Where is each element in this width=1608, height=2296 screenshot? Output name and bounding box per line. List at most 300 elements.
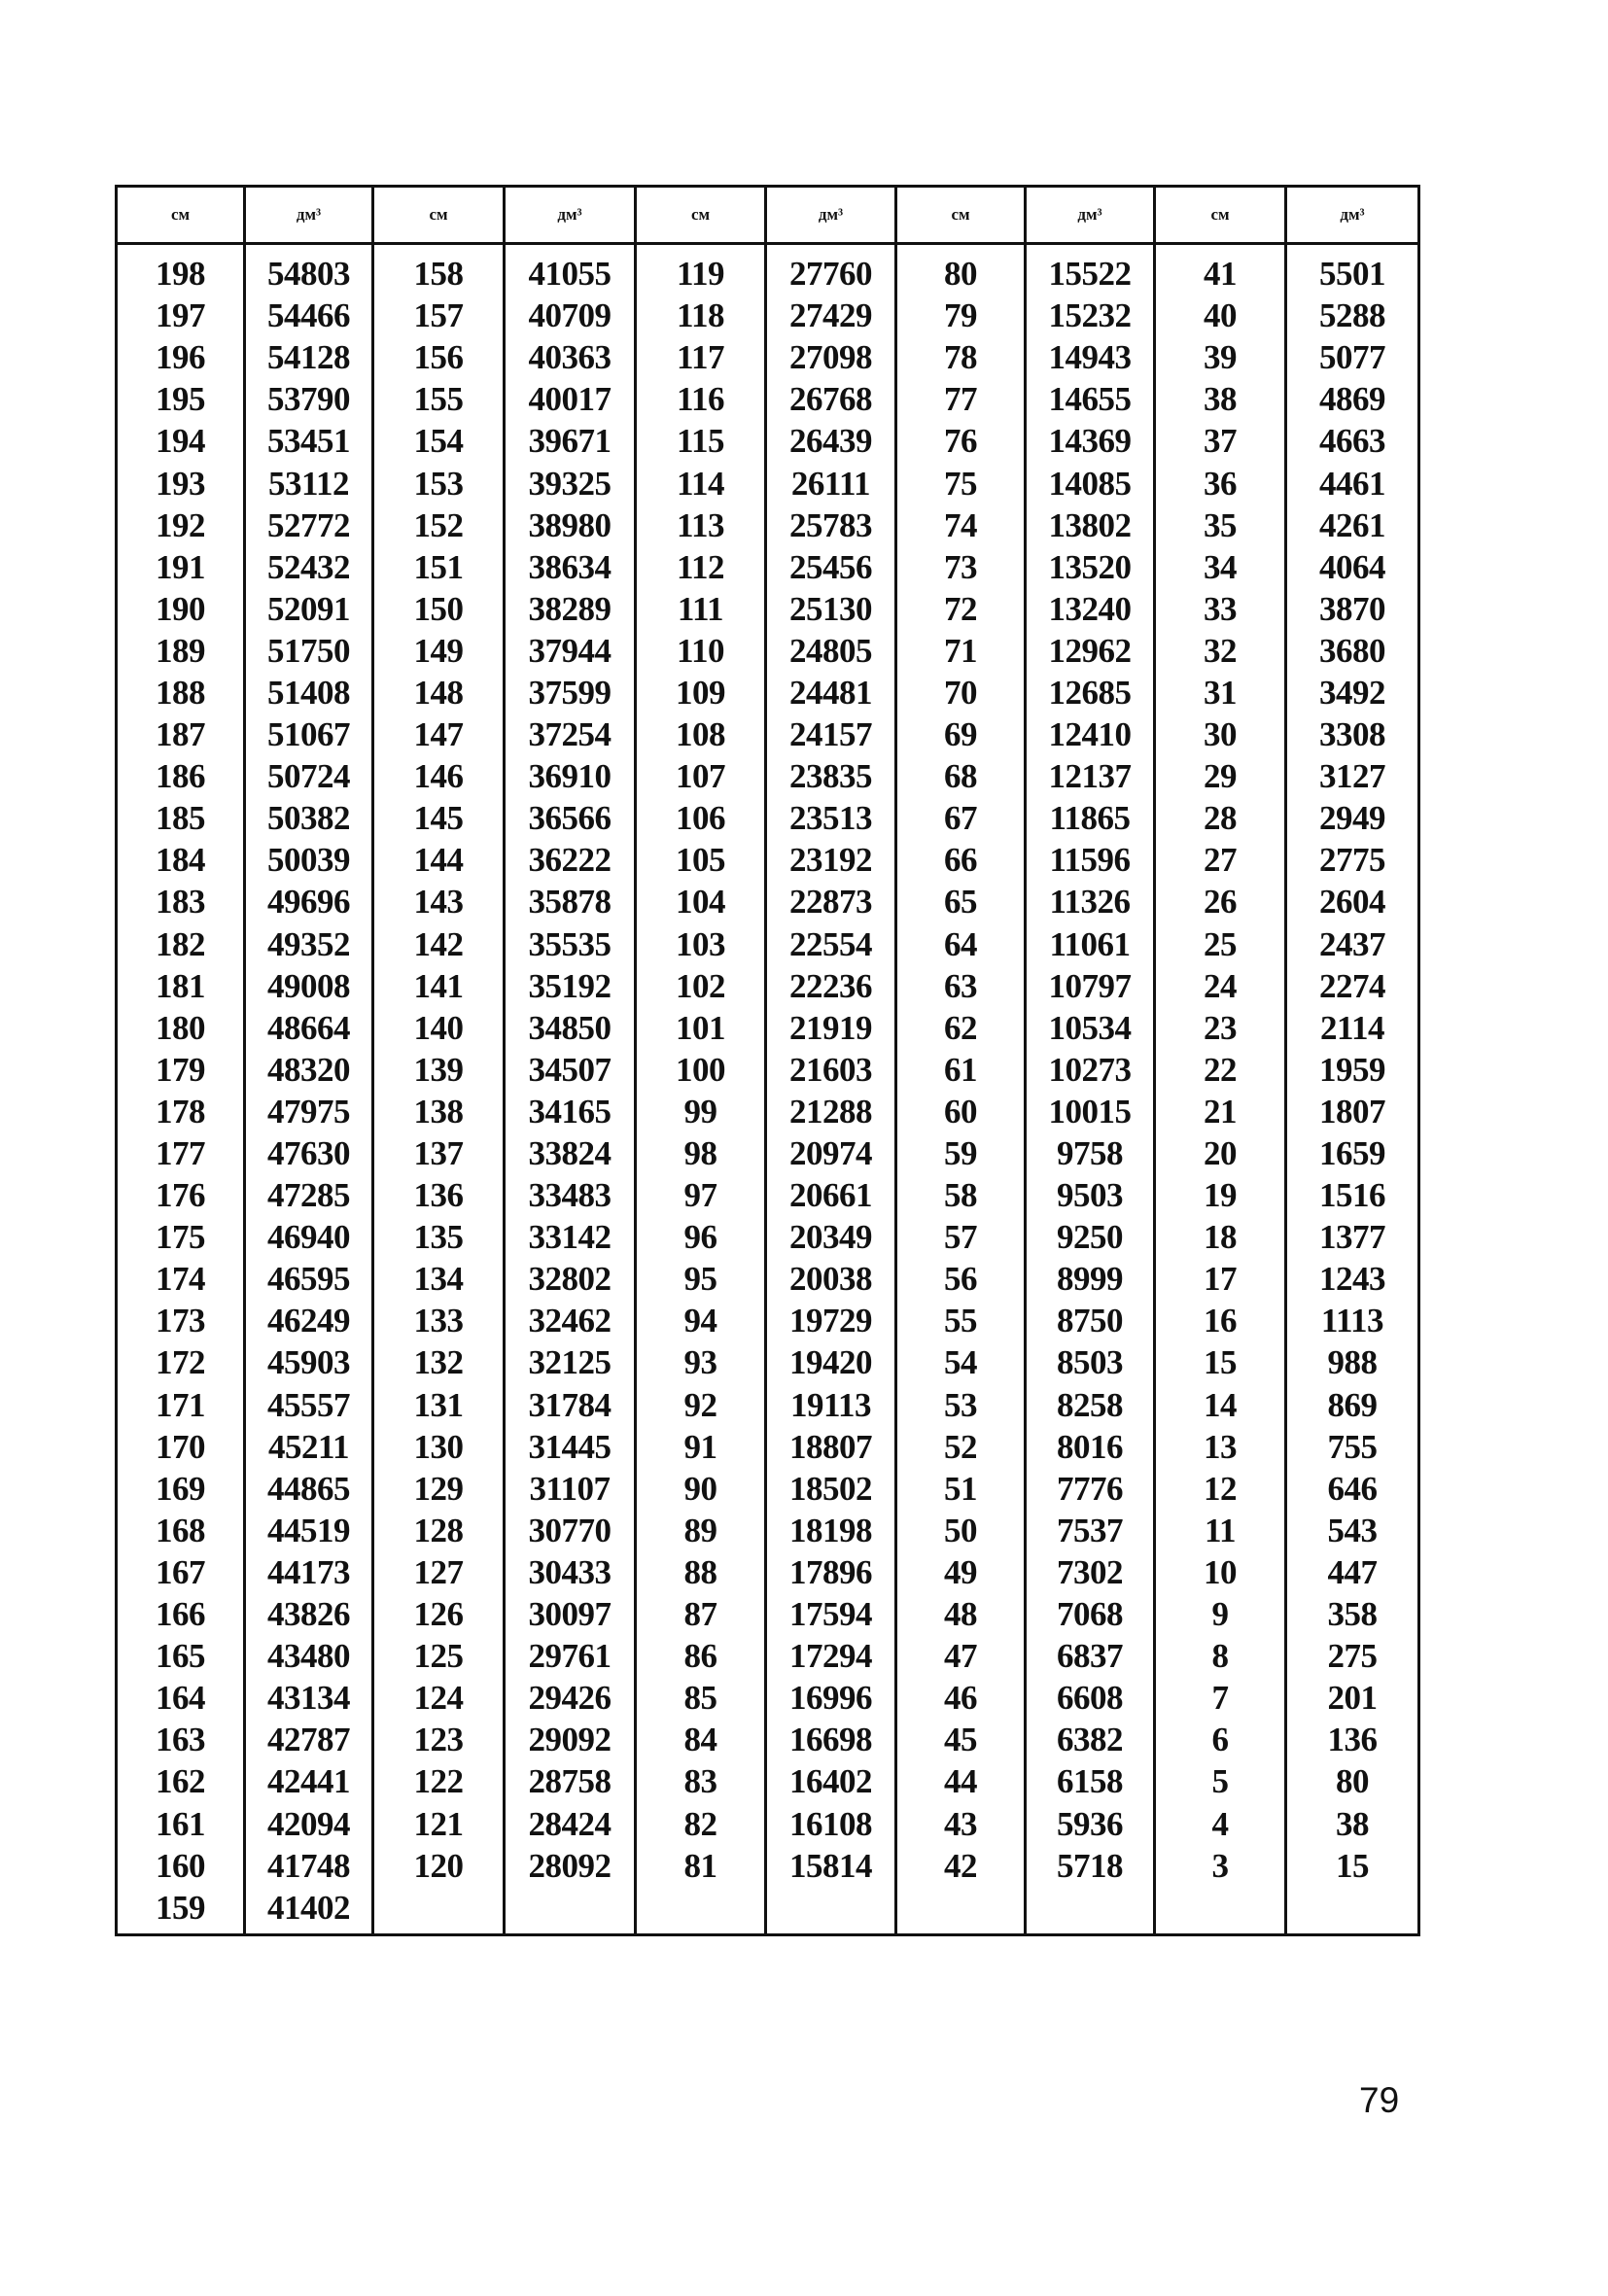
volume-cell: 1377 [1319,1218,1385,1257]
volume-cell: 543 [1327,1511,1378,1549]
height-cell: 95 [636,1258,766,1300]
table-row [117,1341,1419,1383]
height-cell: 110 [636,630,766,672]
volume-cell: 19729 [766,1300,896,1341]
volume-cell: 3870 [1319,589,1385,628]
height-cell: 59 [896,1132,1026,1174]
volume-cell: 15814 [766,1845,896,1887]
height-cell: 172 [117,1341,245,1383]
volume-cell: 49008 [245,965,373,1007]
volume-cell: 1113 [1320,1302,1384,1340]
height-cell: 60 [896,1091,1026,1132]
volume-cell: 9250 [1026,1216,1155,1258]
height-cell: 61 [896,1049,1026,1091]
volume-cell: 10273 [1026,1049,1155,1091]
height-cell: 69 [896,713,1026,755]
volume-cell: 9758 [1026,1132,1155,1174]
height-cell: 116 [636,378,766,420]
height-cell: 12 [1155,1468,1286,1510]
height-cell: 135 [373,1216,505,1258]
table-row [117,1174,1419,1216]
height-cell: 90 [636,1468,766,1510]
height-cell: 119 [636,244,766,296]
height-cell: 32 [1155,630,1286,672]
height-cell: 29 [1155,755,1286,797]
height-cell: 184 [117,839,245,881]
height-cell: 76 [896,420,1026,462]
volume-cell: 42094 [245,1802,373,1844]
table-row [117,1132,1419,1174]
height-cell: 67 [896,797,1026,839]
volume-cell: 39325 [505,462,636,504]
height-cell: 73 [896,546,1026,588]
volume-cell: 40709 [505,295,636,336]
table-row [117,462,1419,504]
height-cell: 62 [896,1007,1026,1049]
height-cell: 28 [1155,797,1286,839]
height-cell: 3 [1155,1845,1286,1887]
table-row [117,713,1419,755]
height-cell: 34 [1155,546,1286,588]
volume-cell: 25783 [766,504,896,546]
table-row [117,1845,1419,1887]
height-cell: 171 [117,1384,245,1426]
volume-cell: 35878 [505,881,636,922]
volume-cell: 23192 [766,839,896,881]
height-cell: 183 [117,881,245,922]
volume-cell: 24481 [766,672,896,713]
table-row [117,923,1419,965]
volume-cell: 6158 [1026,1760,1155,1802]
volume-cell: 646 [1327,1469,1378,1508]
height-cell: 89 [636,1510,766,1551]
volume-cell: 1959 [1319,1050,1385,1089]
height-cell: 151 [373,546,505,588]
height-cell: 51 [896,1468,1026,1510]
table-row [117,546,1419,588]
volume-cell: 15522 [1026,244,1155,296]
volume-cell: 15232 [1026,295,1155,336]
volume-cell: 52091 [245,588,373,630]
volume-cell: 13240 [1026,588,1155,630]
volume-cell [505,1887,636,1935]
height-cell: 71 [896,630,1026,672]
height-cell: 143 [373,881,505,922]
height-cell: 72 [896,588,1026,630]
volume-cell: 5936 [1026,1802,1155,1844]
height-cell: 123 [373,1719,505,1760]
height-cell: 146 [373,755,505,797]
volume-cell: 14369 [1026,420,1155,462]
volume-cell: 136 [1327,1721,1378,1759]
table-row [117,588,1419,630]
volume-cell: 2274 [1319,966,1385,1005]
volume-cell: 34507 [505,1049,636,1091]
volume-cell: 26768 [766,378,896,420]
volume-cell: 3127 [1319,757,1385,796]
volume-cell: 28758 [505,1760,636,1802]
volume-cell: 47630 [245,1132,373,1174]
volume-cell: 13520 [1026,546,1155,588]
height-cell: 20 [1155,1132,1286,1174]
volume-cell: 10015 [1026,1091,1155,1132]
volume-cell: 54803 [245,244,373,296]
height-cell: 168 [117,1510,245,1551]
volume-cell: 45557 [245,1384,373,1426]
volume-cell: 2114 [1319,1008,1385,1047]
volume-cell: 21288 [766,1091,896,1132]
height-cell: 10 [1155,1551,1286,1593]
height-cell: 104 [636,881,766,922]
height-cell: 138 [373,1091,505,1132]
volume-cell: 31784 [505,1384,636,1426]
height-cell: 17 [1155,1258,1286,1300]
height-cell: 22 [1155,1049,1286,1091]
volume-cell: 18198 [766,1510,896,1551]
height-cell: 35 [1155,504,1286,546]
volume-cell: 16698 [766,1719,896,1760]
height-cell: 31 [1155,672,1286,713]
height-cell: 52 [896,1426,1026,1468]
volume-cell: 29426 [505,1677,636,1719]
column-header: см [373,187,505,244]
column-header: дм³ [505,187,636,244]
height-cell: 37 [1155,420,1286,462]
volume-cell: 51408 [245,672,373,713]
table-row [117,755,1419,797]
volume-cell: 28424 [505,1802,636,1844]
table-row [117,1760,1419,1802]
page-number: 79 [1359,2080,1400,2120]
volume-cell: 28092 [505,1845,636,1887]
height-cell: 84 [636,1719,766,1760]
height-cell: 108 [636,713,766,755]
table-header-row [117,187,1419,244]
height-cell: 165 [117,1635,245,1677]
volume-cell: 16108 [766,1802,896,1844]
volume-cell: 20974 [766,1132,896,1174]
volume-cell: 5077 [1319,338,1385,377]
height-cell: 189 [117,630,245,672]
height-cell: 49 [896,1551,1026,1593]
height-cell: 187 [117,713,245,755]
height-cell: 6 [1155,1719,1286,1760]
volume-cell: 38634 [505,546,636,588]
height-cell: 107 [636,755,766,797]
volume-cell: 23835 [766,755,896,797]
height-cell: 74 [896,504,1026,546]
volume-cell: 27098 [766,336,896,378]
height-cell: 96 [636,1216,766,1258]
column-header: см [1155,187,1286,244]
volume-cell: 5288 [1319,296,1385,335]
volume-cell: 447 [1327,1552,1378,1591]
volume-cell: 80 [1336,1762,1369,1801]
height-cell: 195 [117,378,245,420]
volume-cell: 47285 [245,1174,373,1216]
table-row [117,965,1419,1007]
height-cell: 9 [1155,1593,1286,1635]
height-cell: 56 [896,1258,1026,1300]
volume-cell: 53112 [245,462,373,504]
table-row [117,1593,1419,1635]
height-cell: 125 [373,1635,505,1677]
table-row [117,378,1419,420]
volume-cell: 49696 [245,881,373,922]
height-cell: 24 [1155,965,1286,1007]
height-cell: 82 [636,1802,766,1844]
volume-cell: 12410 [1026,713,1155,755]
height-cell: 47 [896,1635,1026,1677]
height-cell: 93 [636,1341,766,1383]
height-cell: 13 [1155,1426,1286,1468]
height-cell: 175 [117,1216,245,1258]
volume-cell: 54466 [245,295,373,336]
volume-cell: 47975 [245,1091,373,1132]
height-cell: 117 [636,336,766,378]
volume-cell: 14085 [1026,462,1155,504]
height-cell: 128 [373,1510,505,1551]
volume-cell: 1516 [1319,1176,1385,1215]
volume-cell: 30433 [505,1551,636,1593]
table-row [117,839,1419,881]
height-cell: 15 [1155,1341,1286,1383]
volume-cell: 4261 [1319,505,1385,544]
volume-cell: 53451 [245,420,373,462]
volume-cell [1286,1887,1419,1935]
volume-cell: 51067 [245,713,373,755]
height-cell: 26 [1155,881,1286,922]
volume-cell: 31445 [505,1426,636,1468]
height-cell: 194 [117,420,245,462]
height-cell: 50 [896,1510,1026,1551]
volume-cell: 36222 [505,839,636,881]
height-cell: 92 [636,1384,766,1426]
volume-cell: 20661 [766,1174,896,1216]
volume-cell: 18807 [766,1426,896,1468]
volume-cell: 11061 [1026,923,1155,965]
height-cell: 111 [636,588,766,630]
volume-cell: 46595 [245,1258,373,1300]
volume-cell: 35535 [505,923,636,965]
volume-cell: 39671 [505,420,636,462]
column-header: см [117,187,245,244]
height-cell: 83 [636,1760,766,1802]
table-row [117,881,1419,922]
volume-cell: 40363 [505,336,636,378]
volume-cell: 30770 [505,1510,636,1551]
volume-cell: 11326 [1026,881,1155,922]
height-cell: 152 [373,504,505,546]
height-cell: 156 [373,336,505,378]
height-cell [636,1887,766,1935]
height-cell: 122 [373,1760,505,1802]
volume-cell: 26111 [766,462,896,504]
height-cell: 144 [373,839,505,881]
volume-cell: 34850 [505,1007,636,1049]
height-cell: 68 [896,755,1026,797]
height-cell: 19 [1155,1174,1286,1216]
volume-cell: 36910 [505,755,636,797]
volume-cell: 38289 [505,588,636,630]
height-cell: 141 [373,965,505,1007]
volume-cell: 7537 [1026,1510,1155,1551]
volume-cell: 6382 [1026,1719,1155,1760]
volume-cell [1026,1887,1155,1935]
height-cell: 78 [896,336,1026,378]
height-cell: 157 [373,295,505,336]
height-cell: 120 [373,1845,505,1887]
height-cell: 162 [117,1760,245,1802]
volume-cell: 15 [1336,1846,1369,1885]
volume-cell: 21603 [766,1049,896,1091]
height-cell: 18 [1155,1216,1286,1258]
volume-cell: 41055 [505,244,636,296]
table-row [117,1216,1419,1258]
table-row [117,1510,1419,1551]
height-cell: 54 [896,1341,1026,1383]
height-cell: 88 [636,1551,766,1593]
volume-cell: 43826 [245,1593,373,1635]
volume-cell: 7776 [1026,1468,1155,1510]
volume-cell: 41402 [245,1887,373,1935]
height-cell: 190 [117,588,245,630]
height-cell: 129 [373,1468,505,1510]
volume-cell: 38980 [505,504,636,546]
volume-cell: 6608 [1026,1677,1155,1719]
height-cell: 105 [636,839,766,881]
height-cell: 133 [373,1300,505,1341]
table-row [117,1719,1419,1760]
height-cell: 176 [117,1174,245,1216]
volume-cell: 46249 [245,1300,373,1341]
height-cell: 191 [117,546,245,588]
height-cell: 127 [373,1551,505,1593]
height-cell: 97 [636,1174,766,1216]
volume-cell: 45903 [245,1341,373,1383]
table-row [117,1468,1419,1510]
height-cell: 106 [636,797,766,839]
volume-cell: 7068 [1026,1593,1155,1635]
height-cell: 100 [636,1049,766,1091]
height-cell: 167 [117,1551,245,1593]
height-cell: 182 [117,923,245,965]
table-row [117,1049,1419,1091]
height-cell: 197 [117,295,245,336]
height-cell: 36 [1155,462,1286,504]
height-cell: 196 [117,336,245,378]
volume-cell: 43480 [245,1635,373,1677]
volume-cell: 4461 [1319,464,1385,503]
height-cell: 5 [1155,1760,1286,1802]
volume-cell: 17294 [766,1635,896,1677]
volume-cell: 22554 [766,923,896,965]
volume-cell: 755 [1327,1427,1378,1466]
volume-cell: 201 [1327,1679,1378,1718]
volume-cell: 4064 [1319,547,1385,586]
table-row [117,504,1419,546]
volume-cell: 1243 [1319,1260,1385,1299]
volume-cell: 20349 [766,1216,896,1258]
volume-cell: 25130 [766,588,896,630]
volume-cell: 3492 [1319,673,1385,712]
volume-cell: 30097 [505,1593,636,1635]
volume-cell: 988 [1327,1343,1378,1382]
column-header: дм³ [1026,187,1155,244]
table-row [117,1384,1419,1426]
height-cell: 55 [896,1300,1026,1341]
height-cell: 38 [1155,378,1286,420]
height-cell: 41 [1155,244,1286,296]
height-cell: 149 [373,630,505,672]
volume-cell: 8503 [1026,1341,1155,1383]
height-cell: 94 [636,1300,766,1341]
volume-cell: 11865 [1026,797,1155,839]
table-row [117,1091,1419,1132]
volume-cell: 50382 [245,797,373,839]
height-cell: 4 [1155,1802,1286,1844]
height-cell: 169 [117,1468,245,1510]
column-header: дм³ [245,187,373,244]
table-row [117,1426,1419,1468]
height-cell: 113 [636,504,766,546]
volume-cell: 29092 [505,1719,636,1760]
height-cell: 42 [896,1845,1026,1887]
table-row [117,672,1419,713]
height-cell: 11 [1155,1510,1286,1551]
volume-cell: 52432 [245,546,373,588]
table-row [117,1677,1419,1719]
height-cell [373,1887,505,1935]
volume-cell: 29761 [505,1635,636,1677]
volume-cell: 43134 [245,1677,373,1719]
volume-cell: 42787 [245,1719,373,1760]
volume-cell: 27429 [766,295,896,336]
volume-cell: 10797 [1026,965,1155,1007]
volume-cell: 22873 [766,881,896,922]
height-cell: 112 [636,546,766,588]
volume-cell: 2775 [1319,841,1385,880]
height-cell: 124 [373,1677,505,1719]
height-cell: 7 [1155,1677,1286,1719]
height-cell: 91 [636,1426,766,1468]
volume-cell: 4869 [1319,380,1385,419]
height-cell: 142 [373,923,505,965]
table-row [117,1007,1419,1049]
volume-cell: 17594 [766,1593,896,1635]
volume-cell: 8258 [1026,1384,1155,1426]
volume-cell: 17896 [766,1551,896,1593]
height-cell: 33 [1155,588,1286,630]
volume-cell: 46940 [245,1216,373,1258]
height-cell: 170 [117,1426,245,1468]
height-cell: 154 [373,420,505,462]
volume-cell: 24157 [766,713,896,755]
volume-cell: 48320 [245,1049,373,1091]
volume-cell: 27760 [766,244,896,296]
volume-cell: 48664 [245,1007,373,1049]
height-cell: 46 [896,1677,1026,1719]
height-cell: 153 [373,462,505,504]
volume-cell: 50039 [245,839,373,881]
height-cell: 174 [117,1258,245,1300]
height-cell: 21 [1155,1091,1286,1132]
volume-cell: 12685 [1026,672,1155,713]
volume-cell: 37254 [505,713,636,755]
table-row [117,1258,1419,1300]
column-header: дм³ [1286,187,1419,244]
volume-cell: 16996 [766,1677,896,1719]
